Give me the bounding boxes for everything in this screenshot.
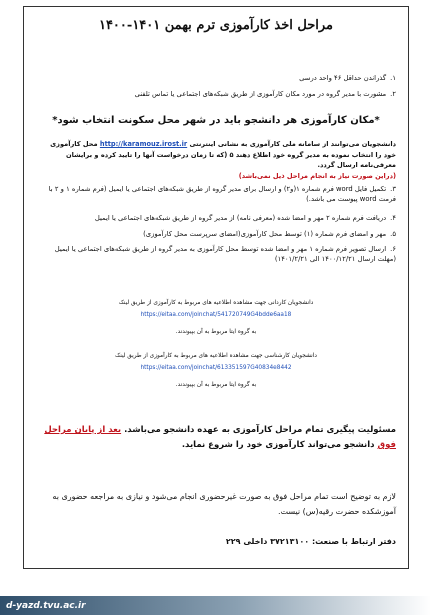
para-text-2: محل کارآموزی خود را انتخاب نموده به مدیر گروه خود اطلاع دهند ۵ (که تا زمان درخواست آنها را تایید کرده و برایشان معرفی‌نامه ارسال گردد.: [50, 140, 396, 169]
in-person-note: لازم به توضیح است تمام مراحل فوق به صورت غیرحضوری انجام می‌شود و نیازی به مراجعه حضوری به آموزشکده حضرت رقیه(س) نیست.: [52, 492, 396, 516]
channel-kardani-tail: به گروه ایتا مربوط به آن بپیوندند.: [175, 329, 257, 335]
karamouz-link[interactable]: http://karamouz.irost.ir: [99, 140, 188, 148]
step-6: [42, 244, 396, 264]
para-red-note: (دراین صورت نیاز به انجام مراحل ذیل نمی‌باشد): [238, 171, 396, 180]
channel-karshenasi-url[interactable]: https://eitaa.com/joinchat/613351597G40834e8442: [140, 365, 292, 371]
step-3: [42, 184, 396, 204]
channel-kardani-url[interactable]: https://eitaa.com/joinchat/541720749G4bdde6aa18: [140, 312, 292, 318]
channel-karshenasi-tail: به گروه ایتا مربوط به آن بپیوندند.: [175, 382, 257, 388]
channel-kardani-label: دانشجویان کاردانی جهت مشاهده اطلاعیه های مربوط به کارآموزی از طریق لینک: [118, 300, 314, 306]
step-1: [42, 73, 396, 83]
step-text: ارسال تصویر فرم شماره ۱ مهر و امضا شده توسط محل کارآموزی به مدیر گروه از طریق شبکه‌های اجتماعی یا ایمیل (مهلت ارسال ۱۴۰۰/۱۲/۲۱ الی ۱۴۰۱/۲/۲۱): [54, 245, 396, 263]
footer-url[interactable]: d-yazd.tvu.ac.ir: [6, 601, 86, 611]
resp-red: بعد از پایان مراحل فوق: [44, 425, 396, 450]
step-text: مشورت با مدیر گروه در مورد مکان کارآموزی از طریق شبکه‌های اجتماعی یا تماس تلفنی: [134, 90, 387, 98]
step-text: گذراندن حداقل ۴۶ واحد درسی: [299, 74, 387, 82]
step-text: تکمیل فایل word فرم شماره ۱(و۲) و ارسال برای مدیر گروه از طریق شبکه‌های اجتماعی یا ایمیل (فرم شماره ۱ و ۲ با فرمت word پیوست می باشد.): [48, 185, 396, 203]
step-number: ۵.: [390, 230, 396, 238]
channel-karshenasi-label: دانشجویان کارشناسی جهت مشاهده اطلاعیه های مربوط به کارآموزی از طریق لینک: [115, 353, 317, 359]
document-frame: [23, 6, 409, 569]
step-number: ۶.: [390, 245, 396, 253]
step-number: ۳.: [390, 185, 396, 193]
intro-paragraph: [38, 139, 396, 181]
location-highlight: *مکان کارآموزی هر دانشجو باید در شهر محل سکونت انتخاب شود*: [52, 115, 380, 126]
resp-part-2: دانشجو می‌تواند کارآموزی خود را شروع نماید.: [181, 440, 375, 450]
responsibility-text: [36, 423, 396, 453]
step-text: مهر و امضای فرم شماره (۱) توسط محل کارآموزی(امضای سرپرست محل کارآموزی): [143, 230, 387, 238]
step-4: [42, 213, 396, 223]
page-title: مراحل اخذ کارآموزی ترم بهمن ۱۴۰۱-۱۴۰۰: [98, 18, 334, 33]
footer-bar: [0, 596, 431, 615]
step-5: [42, 229, 396, 239]
office-phone: دفتر ارتباط با صنعت: ۳۷۲۱۳۱۰۰ داخلی ۲۲۹: [225, 537, 396, 546]
para-text-1: دانشجویان می‌توانند از سامانه ملی کارآموزی به نشانی اینترنتی: [189, 140, 396, 148]
step-number: ۲.: [390, 90, 396, 98]
step-number: ۱.: [390, 74, 396, 82]
step-number: ۴.: [390, 214, 396, 222]
resp-part-1: مسئولیت پیگیری تمام مراحل کارآموزی به عهده دانشجو می‌باشد.: [124, 425, 396, 435]
step-text: دریافت فرم شماره ۲ مهر و امضا شده (معرفی نامه) از مدیر گروه از طریق شبکه‌های اجتماعی یا ایمیل: [94, 214, 387, 222]
step-2: [42, 89, 396, 99]
